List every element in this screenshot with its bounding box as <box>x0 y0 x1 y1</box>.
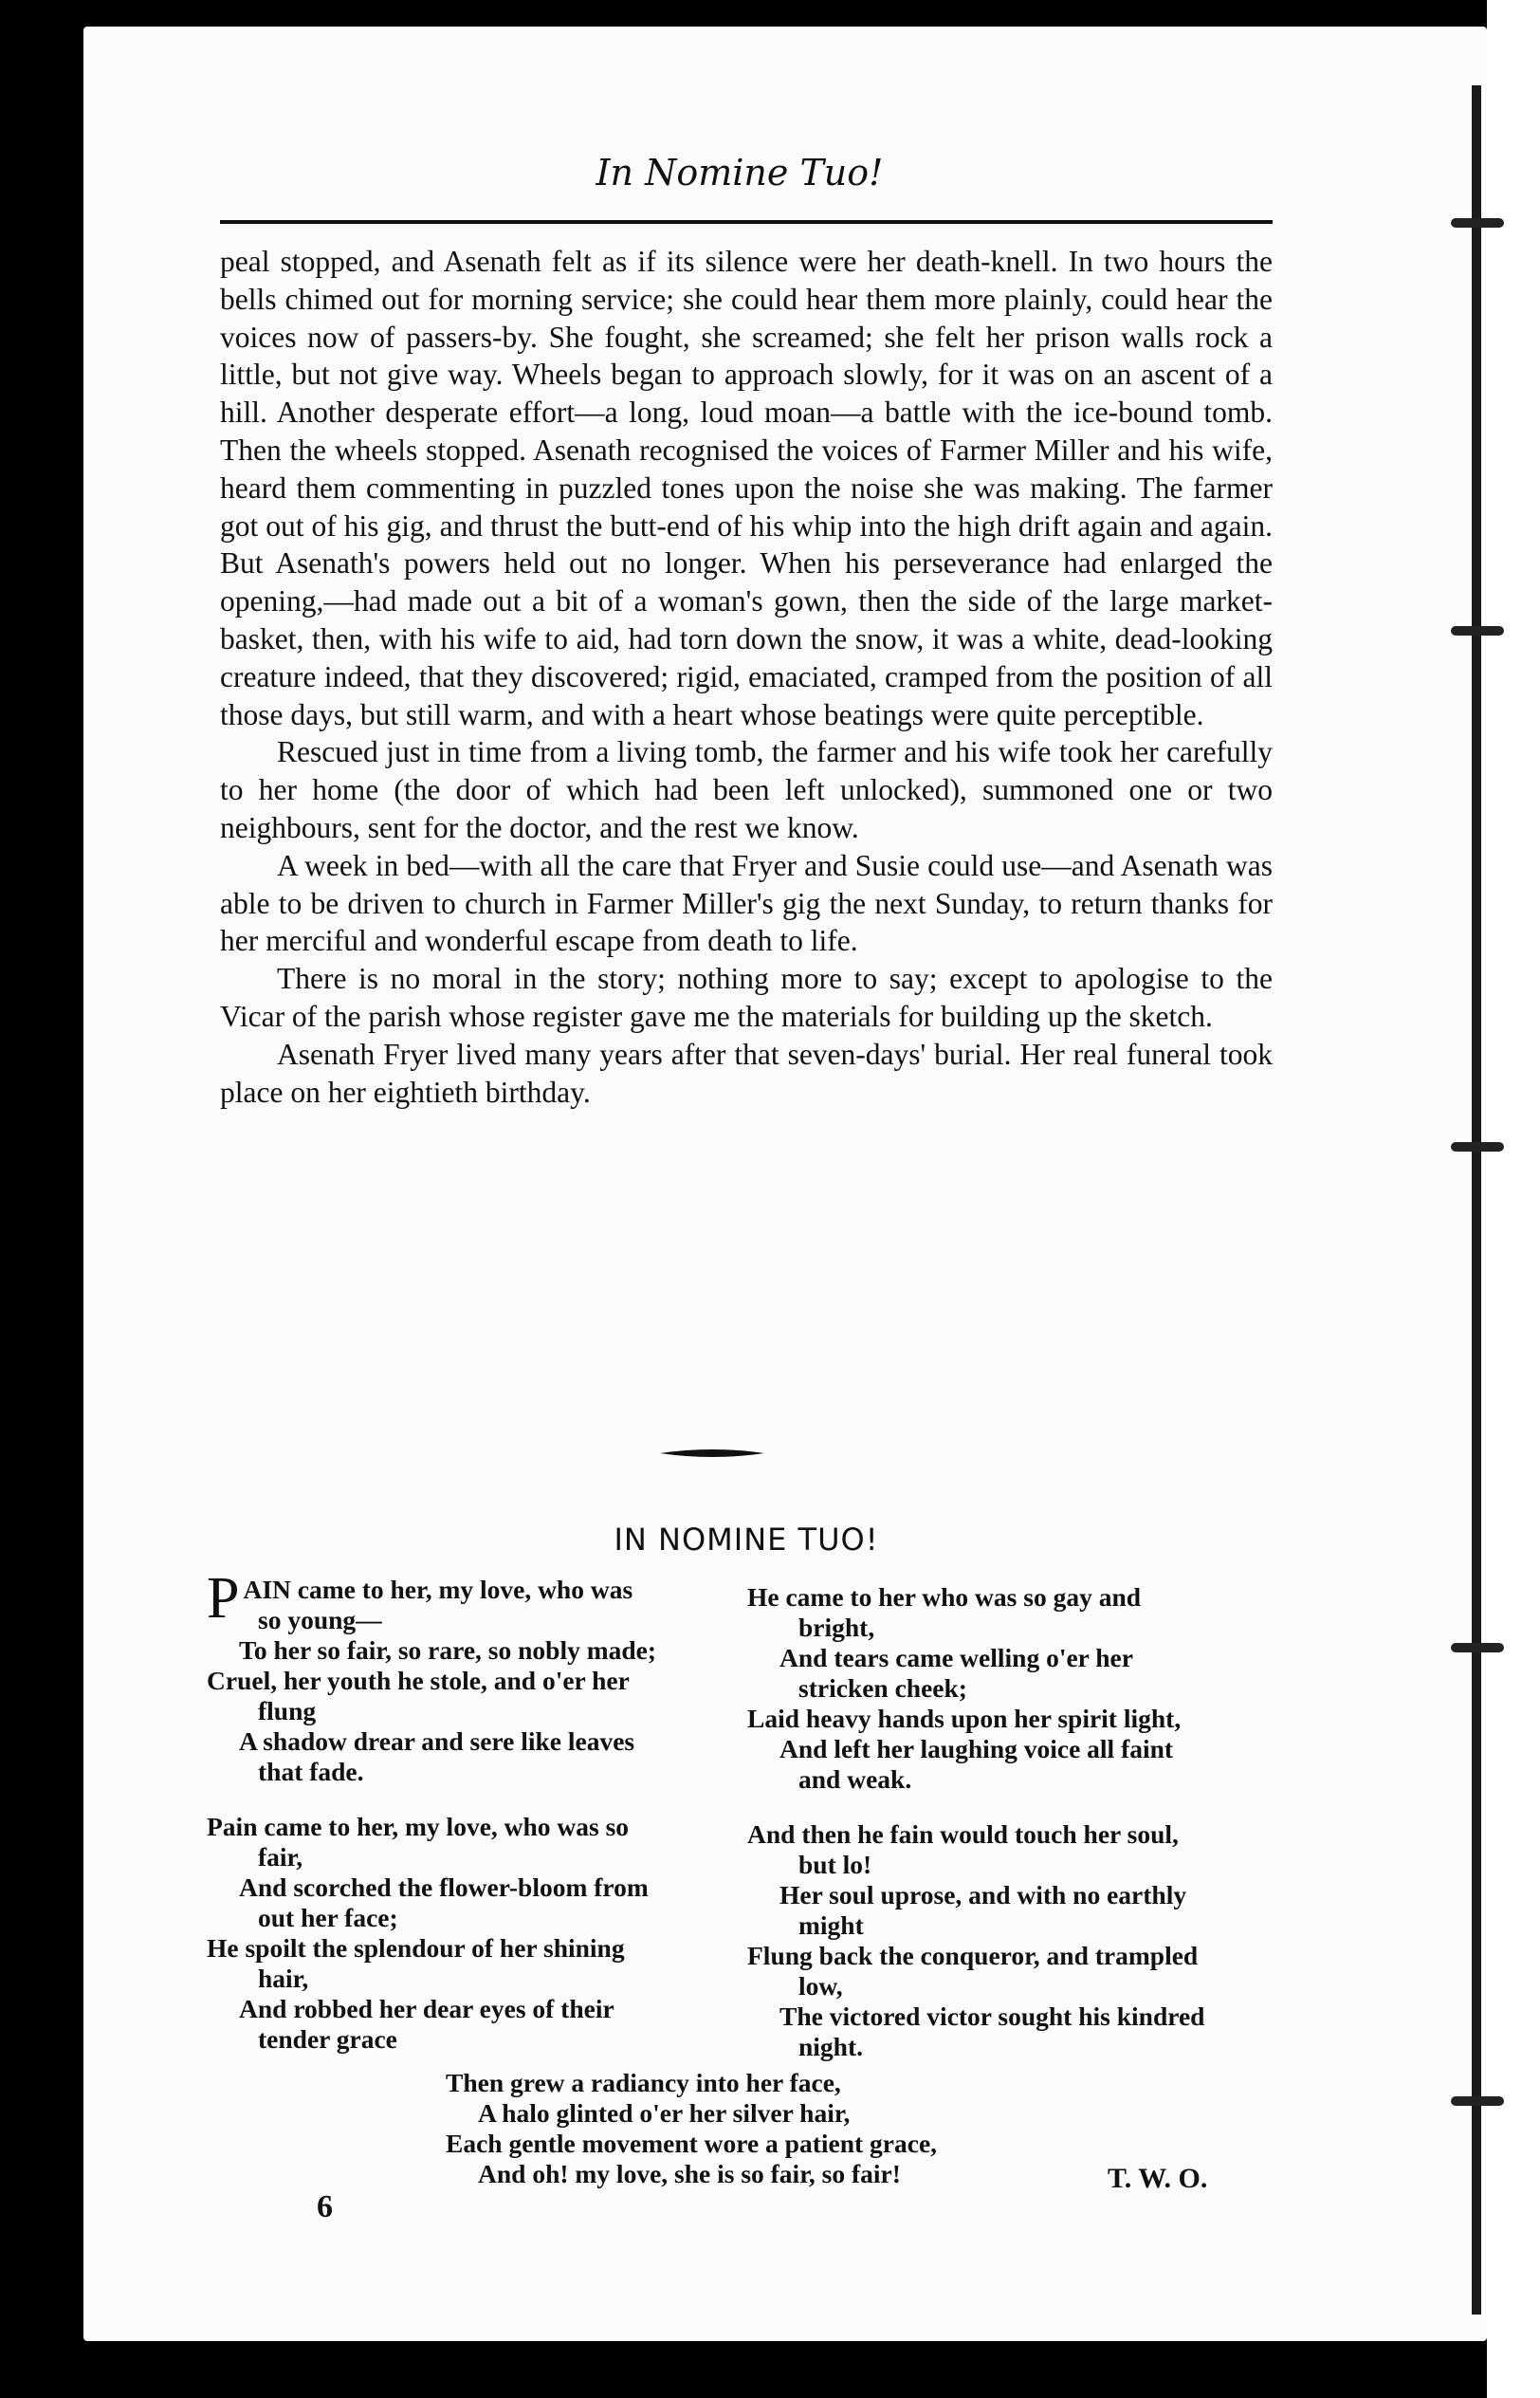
poem-line: And scorched the flower-bloom from <box>239 1872 649 1902</box>
poem-right-column <box>747 1582 1250 2087</box>
poem-line: And tears came welling o'er her <box>779 1643 1133 1672</box>
author-signature: T. W. O. <box>1108 2163 1208 2194</box>
paragraph: There is no moral in the story; nothing more to say; except to apologise to the Vicar of the parish whose register gave me the materials for building up the sketch. <box>220 962 1273 1033</box>
poem-left-column <box>207 1566 709 2079</box>
binding-clip <box>1451 218 1504 228</box>
poem-line: fair, <box>258 1842 303 1872</box>
paragraph: peal stopped, and Asenath felt as if its silence were her death-knell. In two hours the bells chimed out for morning service; she could hear them more plainly, could hear the voices now of passers-by. She fought, she screamed; she felt her prison walls rock a little, but not give way. Wheels began to approach slowly, for it was on an ascent of a hill. Another desperate effort—a long, loud moan—a battle with the ice-bound tomb. Then the wheels stopped. Asenath recognised the voices of Farmer Miller and his wife, heard them commenting in puzzled tones upon the noise she was making. The farmer got out of his gig, and thrust the butt-end of his whip into the high drift again and again. But Asenath's powers held out no longer. When his perseverance had enlarged the opening,—had made out a bit of a woman's gown, then the side of the large market-basket, then, with his wife to aid, had torn down the snow, it was a white, dead-looking creature indeed, that they discovered; rigid, emaciated, cramped from the position of all those days, but still warm, and with a heart whose beatings were quite perceptible. <box>220 245 1273 731</box>
story-text <box>220 243 1273 1111</box>
poem-line: low, <box>798 1971 843 2001</box>
running-title: In Nomine Tuo! <box>596 152 884 194</box>
poem-line: Each gentle movement wore a patient grace, <box>446 2129 938 2158</box>
poem-line: He came to her who was so gay and <box>747 1582 1142 1612</box>
poem-line: night. <box>798 2032 864 2061</box>
poem-line: so young— <box>258 1605 382 1634</box>
poem-line: AIN came to her, my love, who was <box>243 1575 633 1604</box>
binding-clip <box>1451 1142 1504 1152</box>
poem-line: bright, <box>798 1613 875 1642</box>
binding-clip <box>1451 1643 1504 1652</box>
poem-line: hair, <box>258 1964 309 1993</box>
poem-title: IN NOMINE TUO! <box>614 1522 879 1558</box>
poem-line: stricken cheek; <box>798 1673 967 1703</box>
binding-clip <box>1451 626 1504 636</box>
poem-line: A shadow drear and sere like leaves <box>239 1726 635 1756</box>
header-rule <box>220 220 1273 224</box>
paragraph: A week in bed—with all the care that Fryer and Susie could use—and Asenath was able to be driven to church in Farmer Miller's gig the next Sunday, to return thanks for her merciful and wonderful escape from death to life. <box>220 848 1273 958</box>
page-number: 6 <box>317 2189 333 2224</box>
poem-line: out her face; <box>258 1903 398 1932</box>
stanza <box>747 1582 1250 1795</box>
poem-line: and weak. <box>798 1764 912 1794</box>
poem-line: The victored victor sought his kindred <box>779 2001 1205 2031</box>
poem-line: Her soul uprose, and with no earthly <box>779 1880 1187 1909</box>
poem-line: And left her laughing voice all faint <box>779 1734 1174 1763</box>
poem-coda <box>446 2068 1053 2189</box>
paragraph: Rescued just in time from a living tomb, the farmer and his wife took her carefully to her home (the door of which had been left unlocked), summoned one or two neighbours, sent for the doctor, and the rest we know. <box>220 735 1273 844</box>
poem-line: Flung back the conqueror, and trampled <box>747 1941 1199 1970</box>
poem-line: Then grew a radiancy into her face, <box>446 2068 841 2097</box>
stanza <box>207 1566 709 1787</box>
drop-cap: P <box>207 1566 240 1631</box>
poem-line: And then he fain would touch her soul, <box>747 1819 1179 1849</box>
binding-spine <box>1472 85 1481 2315</box>
poem-line: And oh! my love, she is so fair, so fair! <box>478 2159 901 2188</box>
stanza <box>747 1819 1250 2062</box>
poem-line: Pain came to her, my love, who was so <box>207 1812 630 1841</box>
poem-line: Laid heavy hands upon her spirit light, <box>747 1704 1182 1733</box>
binding-clip <box>1451 2096 1504 2106</box>
stanza <box>207 1812 709 2055</box>
scan-margin <box>1487 0 1540 2398</box>
poem-line: A halo glinted o'er her silver hair, <box>478 2098 851 2128</box>
poem-line: flung <box>258 1696 317 1725</box>
poem-line: And robbed her dear eyes of their <box>239 1994 614 2023</box>
poem-line: Cruel, her youth he stole, and o'er her <box>207 1666 630 1695</box>
poem-line: might <box>798 1910 864 1940</box>
section-divider-ornament <box>660 1446 764 1461</box>
paragraph: Asenath Fryer lived many years after that seven-days' burial. Her real funeral took place on her eightieth birthday. <box>220 1037 1273 1109</box>
poem-line: tender grace <box>258 2024 397 2054</box>
poem-line: but lo! <box>798 1850 872 1879</box>
poem-line: To her so fair, so rare, so nobly made; <box>239 1635 657 1665</box>
poem-line: that fade. <box>258 1757 364 1786</box>
poem-line: He spoilt the splendour of her shining <box>207 1933 625 1963</box>
